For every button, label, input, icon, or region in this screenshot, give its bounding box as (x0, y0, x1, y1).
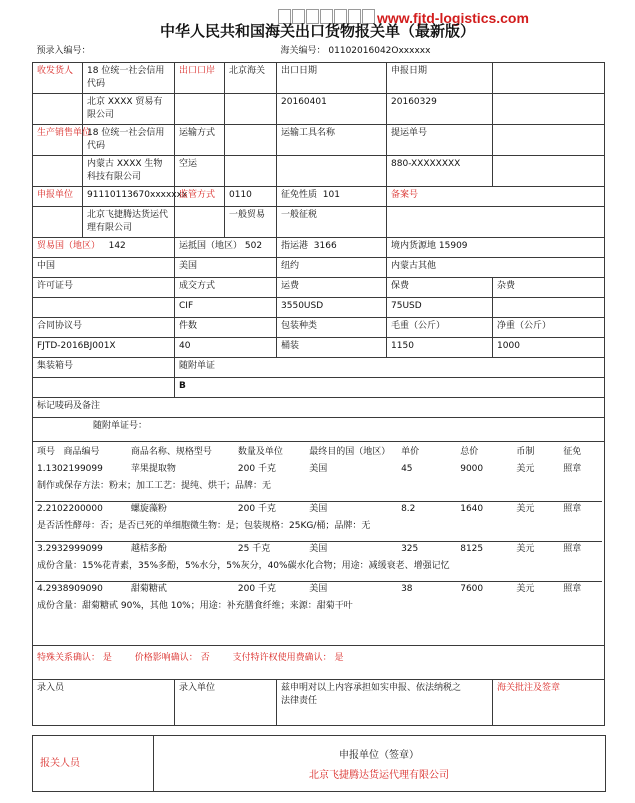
row-detail: 成份含量：甜菊糖甙 90%，其他 10%；用途：补充膳食纤维；来源：甜菊干叶 (37, 601, 353, 611)
consignor-code-label: 18 位统一社会信用代码 (83, 63, 175, 94)
declare-date-value: 20160329 (387, 94, 493, 125)
export-port-blank2 (225, 94, 277, 125)
producer-blank (33, 156, 83, 187)
goods-col-currency: 币制 (516, 447, 535, 457)
goods-col-code: 商品编号 (63, 447, 100, 457)
trade-country-value: 中国 (33, 258, 175, 278)
marks-value: 随附单证号： (33, 418, 605, 442)
source-region-cell (387, 238, 605, 258)
export-port-label: 出口口岸 (175, 63, 225, 94)
row-code-inline: 2932999099 (45, 544, 103, 554)
source-region-value: 内蒙古其他 (387, 258, 605, 278)
table-row-detail (35, 599, 602, 641)
arrival-country-value: 美国 (175, 258, 277, 278)
transport-mode-label: 运输方式 (175, 125, 225, 156)
transport-name-value (277, 156, 387, 187)
table-row-detail (35, 559, 602, 582)
goods-col-price: 单价 (401, 447, 420, 457)
row-total: 1640 (458, 502, 514, 520)
producer-value: 内蒙古 XXXX 生物科技有限公司 (83, 156, 175, 187)
row-name: 越桔多酚 (129, 542, 236, 560)
row-levy: 照章 (561, 582, 602, 600)
entry-person-label: 录入员 (33, 680, 175, 726)
declarer-code: 91110113670xxxxxxx (83, 187, 175, 207)
row-dest: 美国 (307, 542, 399, 560)
row-price: 38 (399, 582, 458, 600)
arrival-country-code: 502 (244, 241, 263, 251)
net-weight-label: 净重（公斤） (493, 318, 605, 338)
export-date-value: 20160401 (277, 94, 387, 125)
producer-label: 生产销售单位 (33, 125, 83, 156)
declarer-label: 申报单位 (33, 187, 83, 207)
site-url: www.fjtd-logistics.com (377, 10, 529, 26)
goods-col-qty: 数量及单位 (237, 447, 283, 457)
row-qty: 200 千克 (237, 464, 276, 474)
row-levy: 照章 (561, 502, 602, 520)
gross-weight-label: 毛重（公斤） (387, 318, 493, 338)
entry-unit-label: 录入单位 (175, 680, 277, 726)
row-price: 8.2 (399, 502, 458, 520)
table-row-detail (35, 519, 602, 542)
table-row (35, 462, 602, 479)
row-code-inline: 2938909090 (45, 584, 103, 594)
bill-no-value: 880-XXXXXXXX (387, 156, 493, 187)
declarant-cell (33, 736, 154, 791)
price-influence-label: 价格影响确认： (134, 653, 198, 663)
attached-doc-label: 随附单证 (175, 358, 605, 378)
row-qty: 200 千克 (236, 502, 307, 520)
misc-value (493, 298, 605, 318)
row-currency: 美元 (516, 464, 535, 474)
royalty-label: 支付特许权使用费确认： (232, 653, 332, 663)
table-row-detail (35, 479, 602, 502)
producer-code-label: 18 位统一社会信用代码 (83, 125, 175, 156)
customs-no-value: 01102016042Oxxxxxx (328, 46, 431, 56)
goods-col-dest: 最终目的国（地区） (309, 447, 391, 457)
terms-label: 成交方式 (175, 278, 277, 298)
levy-value: 一般征税 (277, 207, 387, 238)
declaration-statement-line1: 兹申明对以上内容承担如实申报、依法纳税之 (281, 683, 462, 693)
container-value (33, 378, 175, 398)
price-influence-value: 否 (200, 653, 210, 663)
export-port-value: 北京海关 (225, 63, 277, 94)
consignor-value: 北京 XXXX 贸易有限公司 (83, 94, 175, 125)
supervision-value: 一般贸易 (225, 207, 277, 238)
bill-no-spacer (493, 125, 605, 156)
table-row (35, 582, 602, 600)
row-dest: 美国 (309, 464, 328, 474)
signature-block (32, 735, 606, 792)
levy-label-text: 征免性质 (281, 190, 318, 200)
row-currency: 美元 (514, 502, 561, 520)
declare-date-spacer2 (493, 94, 605, 125)
row-price: 325 (399, 542, 458, 560)
customs-approval: 海关批注及签章 (493, 680, 605, 726)
row-levy: 照章 (561, 542, 602, 560)
row-total: 8125 (458, 542, 514, 560)
row-no (35, 542, 103, 560)
transport-mode-value: 空运 (175, 156, 225, 187)
package-type-value: 桶装 (277, 338, 387, 358)
supervision-code: 0110 (225, 187, 277, 207)
special-relation-value: 是 (102, 653, 112, 663)
row-levy: 照章 (563, 464, 582, 474)
supervision-blank (175, 207, 225, 238)
dest-port-cell (277, 238, 387, 258)
dest-port-label: 指运港 (281, 241, 309, 251)
row-currency: 美元 (514, 542, 561, 560)
row-dest: 美国 (307, 502, 399, 520)
insurance-value: 75USD (387, 298, 493, 318)
consignor-label: 收发货人 (33, 63, 83, 94)
row-no-text: 3. (37, 544, 46, 554)
sign-unit-value: 北京飞捷腾达货运代理有限公司 (309, 770, 449, 781)
row-detail: 成份含量：15%花青素，35%多酚，5%水分，5%灰分，40%碳水化合物；用途：减缓衰老、增强记忆 (37, 561, 450, 571)
row-dest: 美国 (307, 582, 399, 600)
record-no-value (387, 207, 605, 238)
export-port-blank (175, 94, 225, 125)
row-qty: 200 千克 (236, 582, 307, 600)
sign-unit-label: 申报单位（签章） (339, 750, 419, 761)
special-relation-label: 特殊关系确认： (37, 653, 101, 663)
row-no-text: 2. (37, 504, 46, 514)
net-weight-value: 1000 (493, 338, 605, 358)
row-total: 9000 (460, 464, 484, 474)
arrival-country-label: 运抵国（地区） (179, 241, 243, 251)
terms-value: CIF (175, 298, 277, 318)
source-region-code: 15909 (438, 241, 468, 251)
bill-no-spacer2 (493, 156, 605, 187)
declaration-statement-line2: 法律责任 (281, 696, 318, 706)
row-total: 7600 (458, 582, 514, 600)
row-detail: 是否活性酵母：否；是否已死的单细胞微生物：是；包装规格：25KG/桶；品牌：无 (37, 521, 371, 531)
row-name: 甜菊糖甙 (129, 582, 236, 600)
source-region-label: 境内货源地 (391, 241, 437, 251)
confirmations-row (33, 646, 605, 680)
row-no (35, 462, 103, 479)
declare-date-label: 申报日期 (387, 63, 493, 94)
marks-label: 标记唛码及备注 (33, 398, 605, 418)
export-date-label: 出口日期 (277, 63, 387, 94)
freight-value: 3550USD (277, 298, 387, 318)
consignor-blank (33, 94, 83, 125)
row-code-inline: 1302199099 (45, 464, 103, 474)
row-qty: 25 千克 (236, 542, 307, 560)
row-code-inline: 2102200000 (45, 504, 103, 514)
royalty-value: 是 (334, 653, 344, 663)
goods-col-name: 商品名称、规格型号 (130, 447, 212, 457)
row-name: 螺旋藻粉 (129, 502, 236, 520)
goods-col-levy: 征免 (563, 447, 582, 457)
row-no-text: 4. (37, 584, 46, 594)
goods-table (35, 445, 602, 641)
declare-date-spacer (493, 63, 605, 94)
trade-country-label: 贸易国（地区） (37, 241, 101, 251)
bill-no-label: 提运单号 (387, 125, 493, 156)
declarant-label: 报关人员 (40, 758, 80, 769)
row-currency: 美元 (514, 582, 561, 600)
row-detail: 制作或保存方法：粉末；加工工艺：提纯、烘干；品牌：无 (37, 481, 272, 491)
transport-mode-blank2 (225, 156, 277, 187)
sign-unit-cell (154, 736, 604, 791)
declarer-blank (33, 207, 83, 238)
declarer-value: 北京飞捷腾达货运代理有限公司 (83, 207, 175, 238)
container-label: 集装箱号 (33, 358, 175, 378)
row-no (35, 582, 103, 600)
row-name: 苹果提取物 (130, 464, 176, 474)
contract-label: 合同协议号 (33, 318, 175, 338)
table-row (35, 542, 602, 560)
declaration-statement (277, 680, 493, 726)
package-type-label: 包装种类 (277, 318, 387, 338)
misc-label: 杂费 (493, 278, 605, 298)
row-no (35, 502, 103, 520)
license-label: 许可证号 (33, 278, 175, 298)
gross-weight-value: 1150 (387, 338, 493, 358)
customs-declaration-table (32, 43, 605, 726)
transport-mode-blank (225, 125, 277, 156)
row-price: 45 (401, 464, 413, 474)
row-no-text: 1. (37, 464, 46, 474)
contract-value: FJTD-2016BJ001X (33, 338, 175, 358)
packages-value: 40 (175, 338, 277, 358)
trade-country-cell (33, 238, 175, 258)
license-value (33, 298, 175, 318)
levy-label (277, 187, 387, 207)
freight-label: 运费 (277, 278, 387, 298)
supervision-label: 监管方式 (175, 187, 225, 207)
levy-code: 101 (322, 190, 340, 200)
table-row (35, 502, 602, 520)
packages-label: 件数 (175, 318, 277, 338)
goods-header-row (35, 445, 602, 462)
pre-entry-label: 预录入编号： (36, 46, 91, 56)
dest-port-code: 3166 (313, 241, 337, 251)
trade-country-code: 142 (108, 241, 126, 251)
arrival-country-cell (175, 238, 277, 258)
transport-name-label: 运输工具名称 (277, 125, 387, 156)
page-title: 中华人民共和国海关出口货物报关单（最新版） (159, 22, 475, 40)
dest-port-value: 纽约 (277, 258, 387, 278)
customs-no-label: 海关编号： (280, 46, 326, 56)
attached-doc-value: B (175, 378, 605, 398)
goods-col-no: 项号 (37, 447, 56, 457)
goods-col-total: 总价 (460, 447, 479, 457)
insurance-label: 保费 (387, 278, 493, 298)
record-no-label: 备案号 (387, 187, 605, 207)
